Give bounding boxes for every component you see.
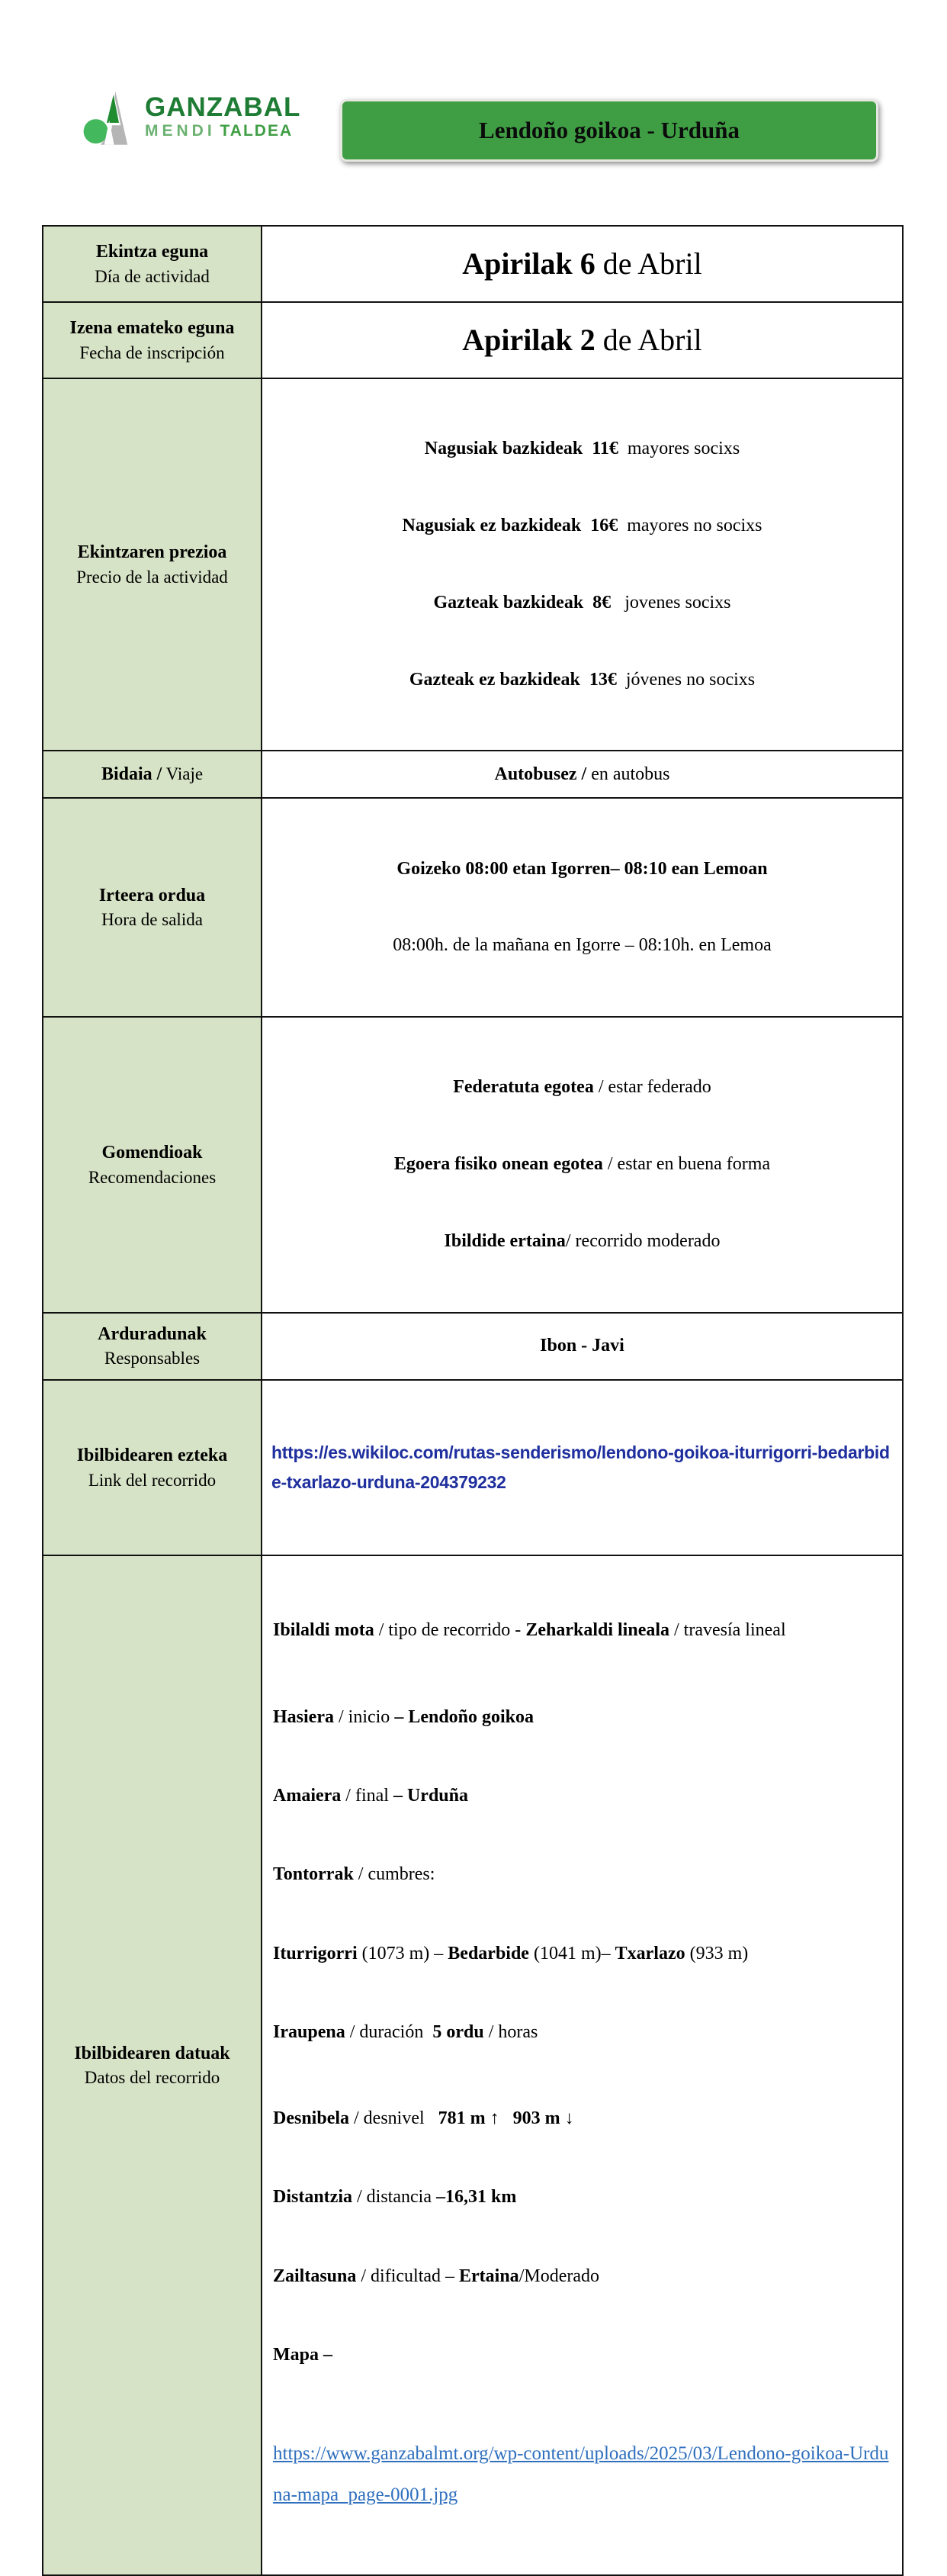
map-heading-line xyxy=(273,2343,891,2368)
text: / desnivel xyxy=(349,2108,438,2129)
ganzabal-logo xyxy=(82,84,300,150)
difficulty-line xyxy=(273,2264,891,2289)
table-row-travel xyxy=(43,751,903,798)
registration-date-value xyxy=(262,302,903,378)
text-bold: Mapa – xyxy=(273,2345,332,2365)
text-bold: Txarlazo xyxy=(615,1943,685,1963)
text-bold: Nagusiak ez bazkideak 16€ xyxy=(402,515,618,535)
text-bold: – Lendoño goikoa xyxy=(394,1706,534,1727)
travel-value xyxy=(262,751,903,798)
text: / distancia xyxy=(352,2187,436,2208)
label-eu: Gomendioak xyxy=(101,1143,203,1163)
logo-subtitle xyxy=(145,122,300,140)
wikiloc-route-link[interactable]: https://es.wikiloc.com/rutas-senderismo/lendono-goikoa-iturrigorri-bedarbide-txarlazo-urduna-204379232 xyxy=(271,1442,890,1492)
table-row-route-data xyxy=(43,1555,903,2575)
text: / tipo de recorrido - xyxy=(374,1620,526,1641)
text: /Moderado xyxy=(518,2266,599,2286)
label-eu: Ekintzaren prezioa xyxy=(77,542,227,563)
label-eu: Irteera ordua xyxy=(98,885,206,905)
label-es: Viaje xyxy=(162,764,204,784)
text-bold: Federatuta egotea xyxy=(453,1077,594,1098)
text-bold: Autobusez / xyxy=(494,764,587,784)
text-bold: –16,31 km xyxy=(435,2187,517,2208)
text: mayores socixs xyxy=(618,439,740,459)
logo-subtitle-mendi: MENDI xyxy=(145,121,216,140)
row-label xyxy=(43,226,262,302)
elevation-line xyxy=(273,2106,891,2131)
row-label xyxy=(43,302,262,378)
text-bold: Ibon - Javi xyxy=(540,1335,624,1356)
text: / recorrido moderado xyxy=(565,1230,721,1251)
label-es: Link del recorrido xyxy=(88,1470,217,1490)
label-eu: Izena emateko eguna xyxy=(69,318,235,339)
label-eu: Bidaia / xyxy=(101,764,162,785)
price-line xyxy=(271,667,893,693)
text: / estar federado xyxy=(593,1077,711,1098)
departure-time-value xyxy=(262,798,903,1017)
text-bold: 781 m ↑ 903 m ↓ xyxy=(438,2108,574,2129)
logo-name: GANZABAL xyxy=(145,92,301,123)
text: / dificultad – xyxy=(356,2266,460,2286)
duration-line xyxy=(273,2020,891,2045)
text: / cumbres: xyxy=(353,1864,435,1885)
price-line xyxy=(271,590,893,616)
text: jovenes socixs xyxy=(611,592,731,613)
recommendations-list xyxy=(262,1017,903,1313)
price-line xyxy=(271,436,893,462)
recommendation-line xyxy=(271,1229,893,1255)
text-bold: Desnibela xyxy=(273,2108,350,2129)
row-label xyxy=(43,798,262,1017)
table-row-responsibles xyxy=(43,1313,903,1380)
route-end-line xyxy=(273,1783,891,1809)
label-es: Fecha de inscripción xyxy=(79,343,225,362)
departure-line-es: 08:00h. de la mañana en Igorre – 08:10h. en Lemoa xyxy=(393,935,772,956)
row-label xyxy=(43,1555,262,2575)
logo-text xyxy=(145,94,300,140)
table-row-departure-time xyxy=(43,798,903,1017)
activity-date-value xyxy=(262,226,903,302)
table-row-activity-date xyxy=(43,226,903,302)
text: de Abril xyxy=(595,246,702,281)
row-label xyxy=(43,1380,262,1556)
label-es: Hora de salida xyxy=(101,910,203,930)
text-bold: Nagusiak bazkideak 11€ xyxy=(424,439,618,459)
label-es: Responsables xyxy=(104,1349,201,1368)
responsibles-value xyxy=(262,1313,903,1380)
text: (933 m) xyxy=(685,1943,749,1963)
text: / final xyxy=(341,1785,393,1806)
price-line xyxy=(271,513,893,539)
text-bold: Egoera fisiko onean egotea xyxy=(393,1154,603,1175)
departure-line-eu: Goizeko 08:00 etan Igorren– 08:10 ean Lemoan xyxy=(396,858,768,879)
text: (1041 m)– xyxy=(528,1943,615,1963)
recommendation-line xyxy=(271,1152,893,1178)
row-label xyxy=(43,1313,262,1380)
text-bold: Apirilak 6 xyxy=(462,246,595,281)
route-type-line xyxy=(273,1618,891,1643)
price-list xyxy=(262,378,903,751)
text: / estar en buena forma xyxy=(602,1154,771,1175)
logo-subtitle-taldea: TALDEA xyxy=(220,121,294,140)
label-es: Recomendaciones xyxy=(88,1167,217,1187)
label-es: Datos del recorrido xyxy=(84,2068,220,2088)
text: de Abril xyxy=(595,323,702,357)
text-bold: Zailtasuna xyxy=(273,2266,357,2286)
text-bold: Tontorrak xyxy=(273,1864,354,1885)
table-row-registration-date xyxy=(43,302,903,378)
text: / travesía lineal xyxy=(669,1620,786,1641)
text-bold: Ibilaldi mota xyxy=(273,1620,374,1641)
route-start-line xyxy=(273,1705,891,1730)
table-row-price xyxy=(43,378,903,751)
text-bold: Zeharkaldi lineala xyxy=(525,1620,670,1641)
recommendation-line xyxy=(271,1075,893,1101)
route-data-cell xyxy=(262,1555,903,2575)
text: / duración xyxy=(345,2021,433,2042)
label-eu: Ibilbidearen ezteka xyxy=(76,1446,228,1466)
title-banner xyxy=(340,99,878,162)
table-row-route-link xyxy=(43,1380,903,1556)
distance-line xyxy=(273,2185,891,2210)
text: / horas xyxy=(483,2021,538,2042)
summits-heading-line xyxy=(273,1862,891,1887)
row-label xyxy=(43,1017,262,1313)
text: mayores no socixs xyxy=(618,515,762,535)
label-eu: Arduradunak xyxy=(98,1323,207,1344)
text-bold: Gazteak bazkideak 8€ xyxy=(433,592,612,613)
text-bold: 5 ordu xyxy=(432,2021,484,2042)
text-bold: Iraupena xyxy=(273,2021,345,2042)
text-bold: Iturrigorri xyxy=(273,1943,358,1963)
text-bold: Hasiera xyxy=(273,1706,334,1727)
page-title: Lendoño goikoa - Urduña xyxy=(479,117,740,143)
text: / inicio xyxy=(333,1706,395,1727)
text-bold: – Urduña xyxy=(393,1785,468,1806)
text-bold: Amaiera xyxy=(273,1785,342,1806)
text-bold: Ertaina xyxy=(459,2266,519,2286)
map-link[interactable]: https://www.ganzabalmt.org/wp-content/uploads/2025/03/Lendono-goikoa-Urduna-mapa_page-0001.jpg xyxy=(273,2443,889,2506)
text-bold: Gazteak ez bazkideak 13€ xyxy=(409,669,617,690)
label-eu: Ekintza eguna xyxy=(95,242,209,262)
label-es: Precio de la actividad xyxy=(76,567,228,587)
label-eu: Ibilbidearen datuak xyxy=(74,2043,230,2063)
text-bold: Apirilak 2 xyxy=(462,323,595,357)
text: jóvenes no socixs xyxy=(616,669,756,690)
text-bold: Bedarbide xyxy=(448,1943,529,1963)
label-es: Día de actividad xyxy=(95,266,210,286)
text-bold: Ibildide ertaina xyxy=(444,1230,566,1251)
text-bold: Distantzia xyxy=(273,2187,352,2208)
activity-info-table xyxy=(42,225,904,2576)
mountain-logo-icon xyxy=(82,84,137,150)
text: (1073 m) – xyxy=(357,1943,448,1963)
summits-list-line xyxy=(273,1941,891,1967)
text: en autobus xyxy=(586,764,670,784)
table-row-recommendations xyxy=(43,1017,903,1313)
row-label xyxy=(43,378,262,751)
route-link-cell xyxy=(262,1380,903,1556)
row-label xyxy=(43,751,262,798)
